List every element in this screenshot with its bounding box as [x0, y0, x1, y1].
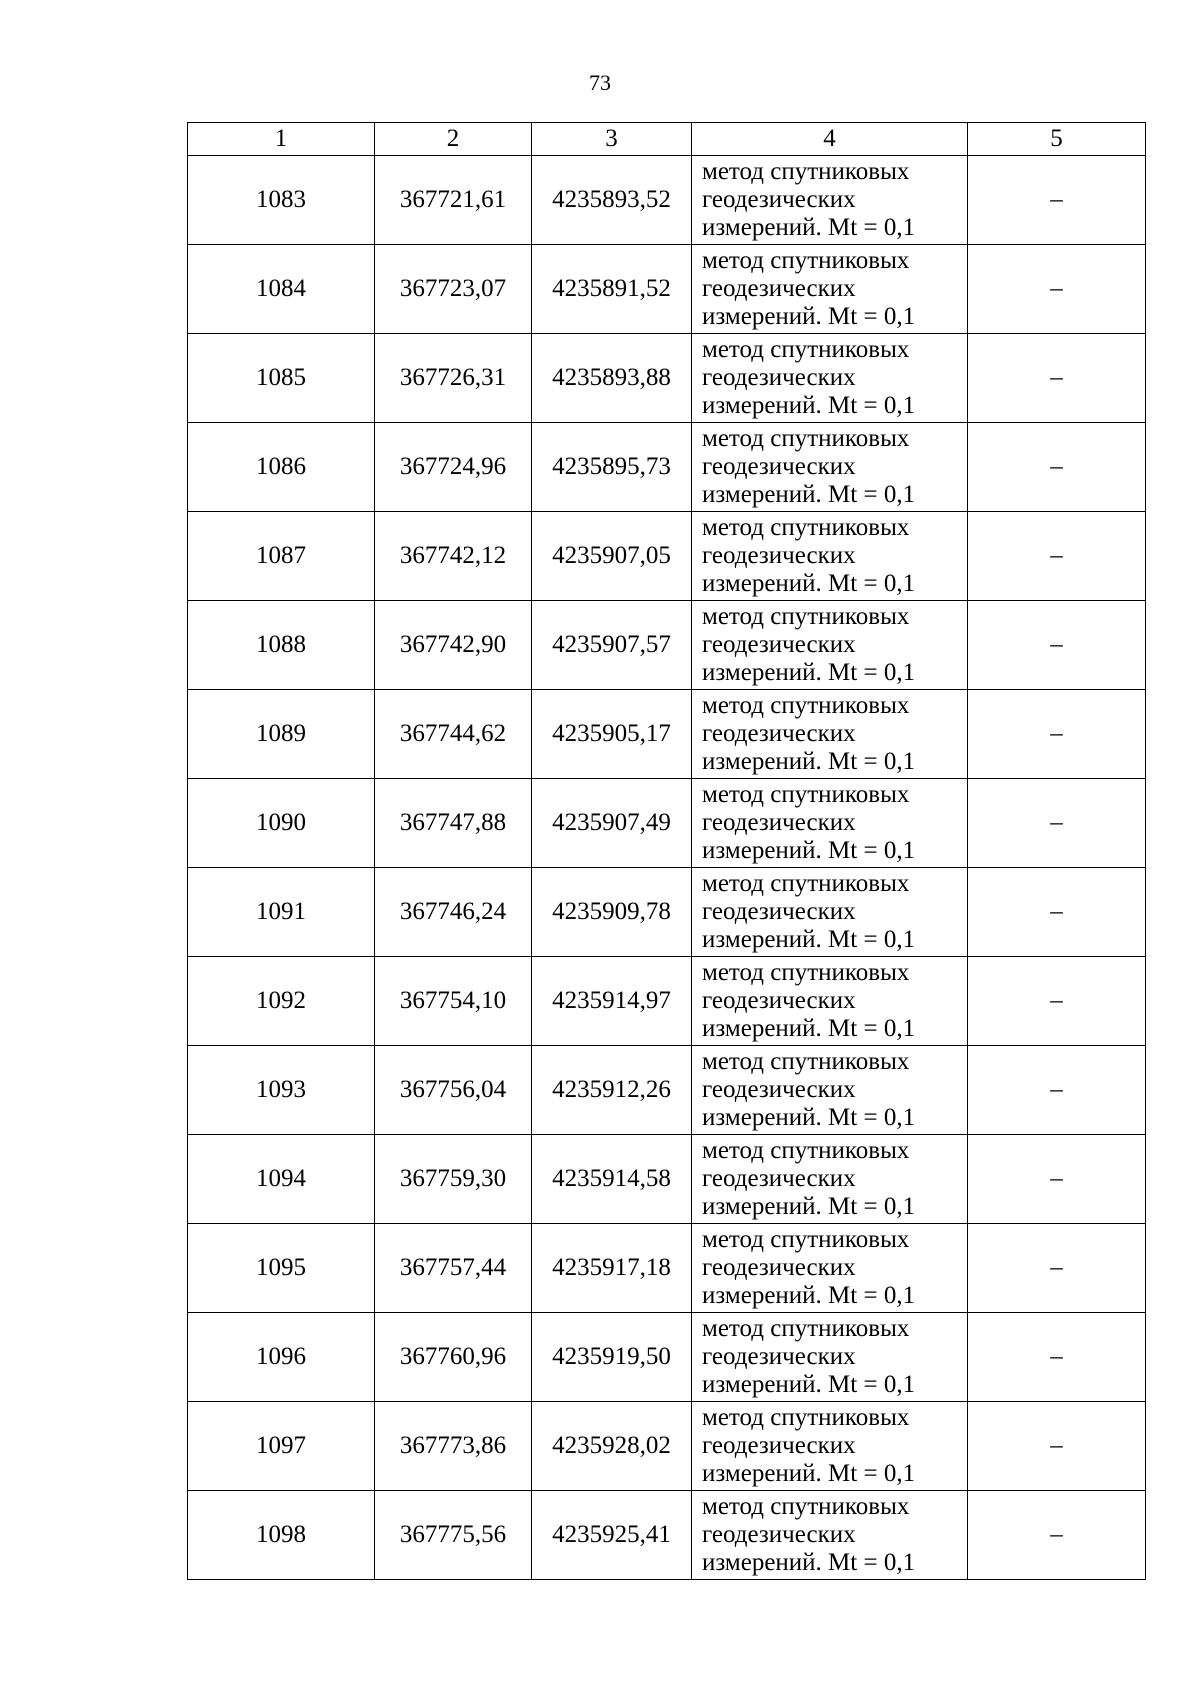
x-coordinate-cell: 367726,31	[375, 334, 532, 423]
method-cell	[692, 1224, 968, 1313]
method-line: геодезических	[702, 1076, 856, 1103]
method-cell	[692, 245, 968, 334]
method-line: измерений. Mt = 0,1	[702, 1460, 916, 1487]
table-row	[188, 1135, 1146, 1224]
method-cell	[692, 423, 968, 512]
y-coordinate-cell: 4235928,02	[532, 1402, 692, 1491]
method-line: метод спутниковых	[702, 1226, 910, 1253]
method-line: геодезических	[702, 809, 856, 836]
y-coordinate-cell: 4235912,26	[532, 1046, 692, 1135]
y-coordinate-cell: 4235914,97	[532, 957, 692, 1046]
x-coordinate-cell: 367746,24	[375, 868, 532, 957]
x-coordinate-cell: 367723,07	[375, 245, 532, 334]
method-cell	[692, 1491, 968, 1580]
method-line: метод спутниковых	[702, 781, 910, 808]
note-cell: –	[968, 957, 1146, 1046]
point-number-cell: 1084	[188, 245, 375, 334]
method-line: метод спутниковых	[702, 1404, 910, 1431]
y-coordinate-cell: 4235909,78	[532, 868, 692, 957]
note-cell: –	[968, 512, 1146, 601]
y-coordinate-cell: 4235893,88	[532, 334, 692, 423]
method-line: геодезических	[702, 1165, 856, 1192]
method-line: измерений. Mt = 0,1	[702, 926, 916, 953]
note-cell: –	[968, 1135, 1146, 1224]
table-row	[188, 957, 1146, 1046]
method-cell	[692, 779, 968, 868]
method-line: метод спутниковых	[702, 158, 910, 185]
y-coordinate-cell: 4235919,50	[532, 1313, 692, 1402]
point-number-cell: 1088	[188, 601, 375, 690]
method-cell	[692, 1135, 968, 1224]
table-row	[188, 334, 1146, 423]
method-line: метод спутниковых	[702, 603, 910, 630]
method-line: метод спутниковых	[702, 1315, 910, 1342]
method-cell	[692, 690, 968, 779]
y-coordinate-cell: 4235907,05	[532, 512, 692, 601]
x-coordinate-cell: 367742,12	[375, 512, 532, 601]
method-line: измерений. Mt = 0,1	[702, 1549, 916, 1576]
note-cell: –	[968, 1491, 1146, 1580]
note-cell: –	[968, 1046, 1146, 1135]
x-coordinate-cell: 367760,96	[375, 1313, 532, 1402]
method-line: измерений. Mt = 0,1	[702, 1282, 916, 1309]
table-row	[188, 868, 1146, 957]
method-line: метод спутниковых	[702, 1137, 910, 1164]
x-coordinate-cell: 367757,44	[375, 1224, 532, 1313]
table-body	[188, 123, 1146, 1580]
x-coordinate-cell: 367775,56	[375, 1491, 532, 1580]
method-cell	[692, 1402, 968, 1491]
method-line: геодезических	[702, 720, 856, 747]
table-row	[188, 512, 1146, 601]
x-coordinate-cell: 367756,04	[375, 1046, 532, 1135]
method-line: измерений. Mt = 0,1	[702, 570, 916, 597]
y-coordinate-cell: 4235893,52	[532, 156, 692, 245]
method-line: измерений. Mt = 0,1	[702, 1015, 916, 1042]
x-coordinate-cell: 367754,10	[375, 957, 532, 1046]
y-coordinate-cell: 4235914,58	[532, 1135, 692, 1224]
header-cell-1: 1	[188, 123, 375, 156]
method-line: метод спутниковых	[702, 870, 910, 897]
x-coordinate-cell: 367742,90	[375, 601, 532, 690]
point-number-cell: 1085	[188, 334, 375, 423]
point-number-cell: 1091	[188, 868, 375, 957]
x-coordinate-cell: 367747,88	[375, 779, 532, 868]
note-cell: –	[968, 601, 1146, 690]
method-cell	[692, 957, 968, 1046]
method-cell	[692, 334, 968, 423]
method-line: геодезических	[702, 987, 856, 1014]
method-line: геодезических	[702, 1521, 856, 1548]
table-header-row	[188, 123, 1146, 156]
method-cell	[692, 601, 968, 690]
method-line: метод спутниковых	[702, 959, 910, 986]
x-coordinate-cell: 367759,30	[375, 1135, 532, 1224]
method-line: измерений. Mt = 0,1	[702, 303, 916, 330]
method-line: измерений. Mt = 0,1	[702, 1104, 916, 1131]
table-row	[188, 690, 1146, 779]
method-cell	[692, 1313, 968, 1402]
point-number-cell: 1087	[188, 512, 375, 601]
table-row	[188, 779, 1146, 868]
coordinates-table	[187, 122, 1146, 1580]
table-row	[188, 1046, 1146, 1135]
method-line: геодезических	[702, 364, 856, 391]
point-number-cell: 1083	[188, 156, 375, 245]
note-cell: –	[968, 334, 1146, 423]
point-number-cell: 1089	[188, 690, 375, 779]
x-coordinate-cell: 367744,62	[375, 690, 532, 779]
method-line: метод спутниковых	[702, 1493, 910, 1520]
note-cell: –	[968, 690, 1146, 779]
method-line: измерений. Mt = 0,1	[702, 1371, 916, 1398]
method-line: геодезических	[702, 1432, 856, 1459]
table-row	[188, 1313, 1146, 1402]
y-coordinate-cell: 4235891,52	[532, 245, 692, 334]
x-coordinate-cell: 367773,86	[375, 1402, 532, 1491]
method-cell	[692, 512, 968, 601]
y-coordinate-cell: 4235907,49	[532, 779, 692, 868]
method-line: геодезических	[702, 631, 856, 658]
y-coordinate-cell: 4235905,17	[532, 690, 692, 779]
method-line: метод спутниковых	[702, 1048, 910, 1075]
method-cell	[692, 156, 968, 245]
method-line: измерений. Mt = 0,1	[702, 214, 916, 241]
y-coordinate-cell: 4235917,18	[532, 1224, 692, 1313]
method-line: метод спутниковых	[702, 514, 910, 541]
header-cell-4: 4	[692, 123, 968, 156]
table-row	[188, 601, 1146, 690]
method-line: метод спутниковых	[702, 425, 910, 452]
method-line: измерений. Mt = 0,1	[702, 1193, 916, 1220]
y-coordinate-cell: 4235925,41	[532, 1491, 692, 1580]
method-line: измерений. Mt = 0,1	[702, 659, 916, 686]
note-cell: –	[968, 779, 1146, 868]
point-number-cell: 1096	[188, 1313, 375, 1402]
method-line: измерений. Mt = 0,1	[702, 481, 916, 508]
method-line: метод спутниковых	[702, 692, 910, 719]
method-line: геодезических	[702, 1343, 856, 1370]
page-number: 73	[589, 70, 611, 95]
method-line: измерений. Mt = 0,1	[702, 392, 916, 419]
table-row	[188, 245, 1146, 334]
table-row	[188, 1402, 1146, 1491]
method-line: геодезических	[702, 275, 856, 302]
header-cell-2: 2	[375, 123, 532, 156]
point-number-cell: 1095	[188, 1224, 375, 1313]
note-cell: –	[968, 1402, 1146, 1491]
method-line: метод спутниковых	[702, 336, 910, 363]
note-cell: –	[968, 245, 1146, 334]
x-coordinate-cell: 367724,96	[375, 423, 532, 512]
note-cell: –	[968, 156, 1146, 245]
method-line: метод спутниковых	[702, 247, 910, 274]
table-row	[188, 1224, 1146, 1313]
table-row	[188, 1491, 1146, 1580]
point-number-cell: 1097	[188, 1402, 375, 1491]
method-line: измерений. Mt = 0,1	[702, 748, 916, 775]
point-number-cell: 1093	[188, 1046, 375, 1135]
y-coordinate-cell: 4235895,73	[532, 423, 692, 512]
point-number-cell: 1092	[188, 957, 375, 1046]
method-line: геодезических	[702, 542, 856, 569]
method-line: геодезических	[702, 186, 856, 213]
method-cell	[692, 868, 968, 957]
point-number-cell: 1090	[188, 779, 375, 868]
method-cell	[692, 1046, 968, 1135]
header-cell-5: 5	[968, 123, 1146, 156]
note-cell: –	[968, 1313, 1146, 1402]
point-number-cell: 1086	[188, 423, 375, 512]
point-number-cell: 1094	[188, 1135, 375, 1224]
note-cell: –	[968, 423, 1146, 512]
method-line: геодезических	[702, 1254, 856, 1281]
method-line: измерений. Mt = 0,1	[702, 837, 916, 864]
point-number-cell: 1098	[188, 1491, 375, 1580]
note-cell: –	[968, 868, 1146, 957]
note-cell: –	[968, 1224, 1146, 1313]
table-row	[188, 156, 1146, 245]
header-cell-3: 3	[532, 123, 692, 156]
y-coordinate-cell: 4235907,57	[532, 601, 692, 690]
method-line: геодезических	[702, 898, 856, 925]
method-line: геодезических	[702, 453, 856, 480]
x-coordinate-cell: 367721,61	[375, 156, 532, 245]
table-row	[188, 423, 1146, 512]
